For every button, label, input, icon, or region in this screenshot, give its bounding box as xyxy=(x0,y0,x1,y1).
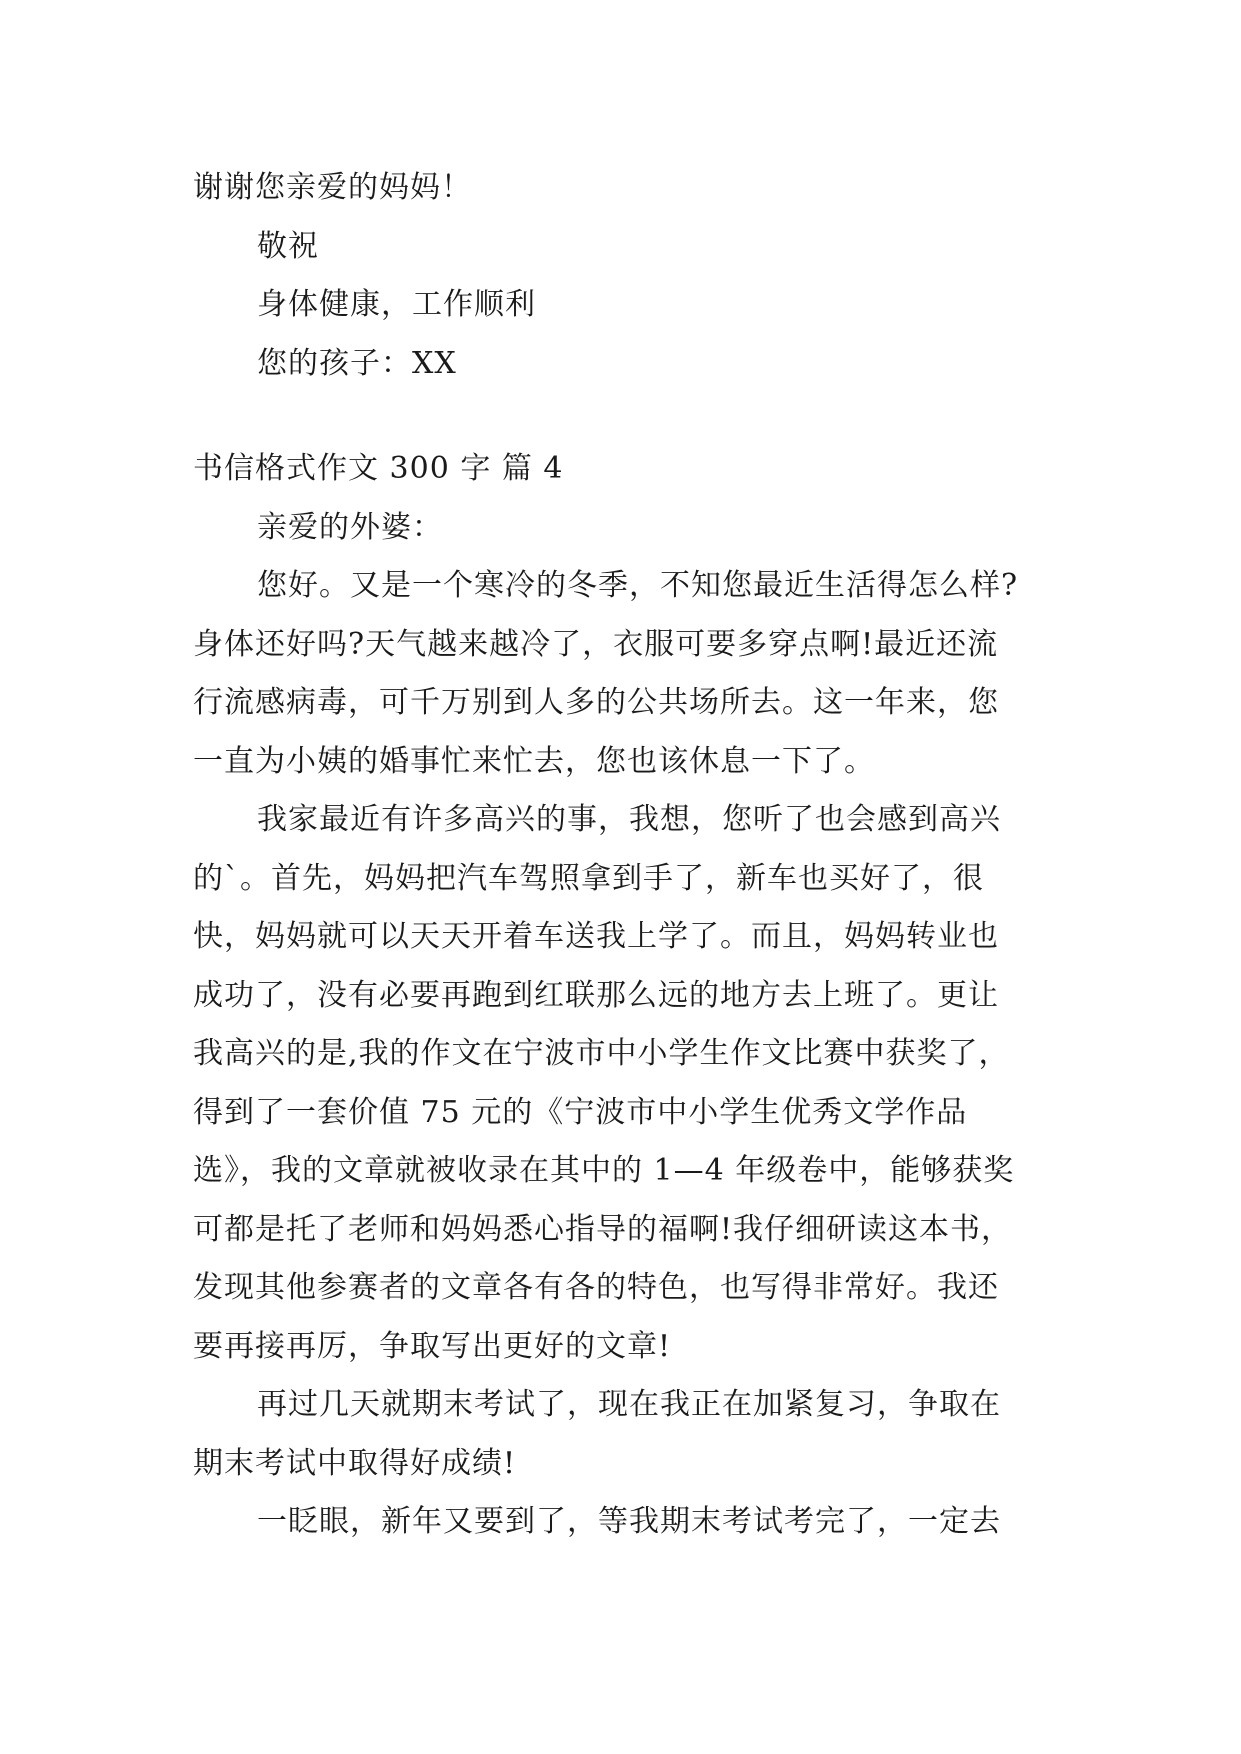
closing-thanks: 谢谢您亲爱的妈妈！ xyxy=(193,170,472,205)
paragraph-line: 我家最近有许多高兴的事，我想，您听了也会感到高兴 xyxy=(257,802,1001,837)
paragraph-4 xyxy=(193,1493,1053,1552)
closing-salute: 敬祝 xyxy=(257,228,319,264)
paragraph-line: 要再接再厉，争取写出更好的文章! xyxy=(193,1328,672,1364)
section-title: 书信格式作文 300 字 篇 4 xyxy=(193,451,564,486)
paragraph-line: 您好。又是一个寒冷的冬季，不知您最近生活得怎么样? xyxy=(257,568,1019,603)
closing-signature: 您的孩子：XX xyxy=(257,345,457,381)
paragraph-line: 身体还好吗?天气越来越冷了，衣服可要多穿点啊!最近还流 xyxy=(193,626,999,662)
paragraph-line: 得到了一套价值 75 元的《宁波市中小学生优秀文学作品 xyxy=(193,1094,968,1130)
paragraph-1 xyxy=(193,557,1053,791)
closing-wish: 身体健康，工作顺利 xyxy=(257,287,536,322)
paragraph-line: 期末考试中取得好成绩! xyxy=(193,1445,517,1481)
paragraph-line: 一眨眼，新年又要到了，等我期末考试考完了，一定去 xyxy=(257,1504,1001,1539)
paragraph-3 xyxy=(193,1376,1053,1493)
paragraph-line: 一直为小姨的婚事忙来忙去，您也该休息一下了。 xyxy=(193,743,875,779)
paragraph-2 xyxy=(193,791,1053,1376)
paragraph-line: 的`。首先，妈妈把汽车驾照拿到手了，新车也买好了，很 xyxy=(193,860,984,896)
paragraph-line: 再过几天就期末考试了，现在我正在加紧复习，争取在 xyxy=(257,1387,1001,1422)
paragraph-line: 可都是托了老师和妈妈悉心指导的福啊!我仔细研读这本书， xyxy=(193,1211,1013,1247)
document-body xyxy=(193,159,1053,1552)
paragraph-line: 我高兴的是,我的作文在宁波市中小学生作文比赛中获奖了， xyxy=(193,1036,1010,1071)
paragraph-line: 发现其他参赛者的文章各有各的特色，也写得非常好。我还 xyxy=(193,1270,999,1305)
paragraph-line: 快，妈妈就可以天天开着车送我上学了。而且，妈妈转业也 xyxy=(193,919,999,954)
letter-greeting: 亲爱的外婆： xyxy=(257,509,443,545)
paragraph-line: 成功了，没有必要再跑到红联那么远的地方去上班了。更让 xyxy=(193,977,999,1013)
paragraph-line: 行流感病毒，可千万别到人多的公共场所去。这一年来，您 xyxy=(193,685,999,720)
paragraph-line: 选》，我的文章就被收录在其中的 1—4 年级卷中，能够获奖 xyxy=(193,1153,1015,1188)
